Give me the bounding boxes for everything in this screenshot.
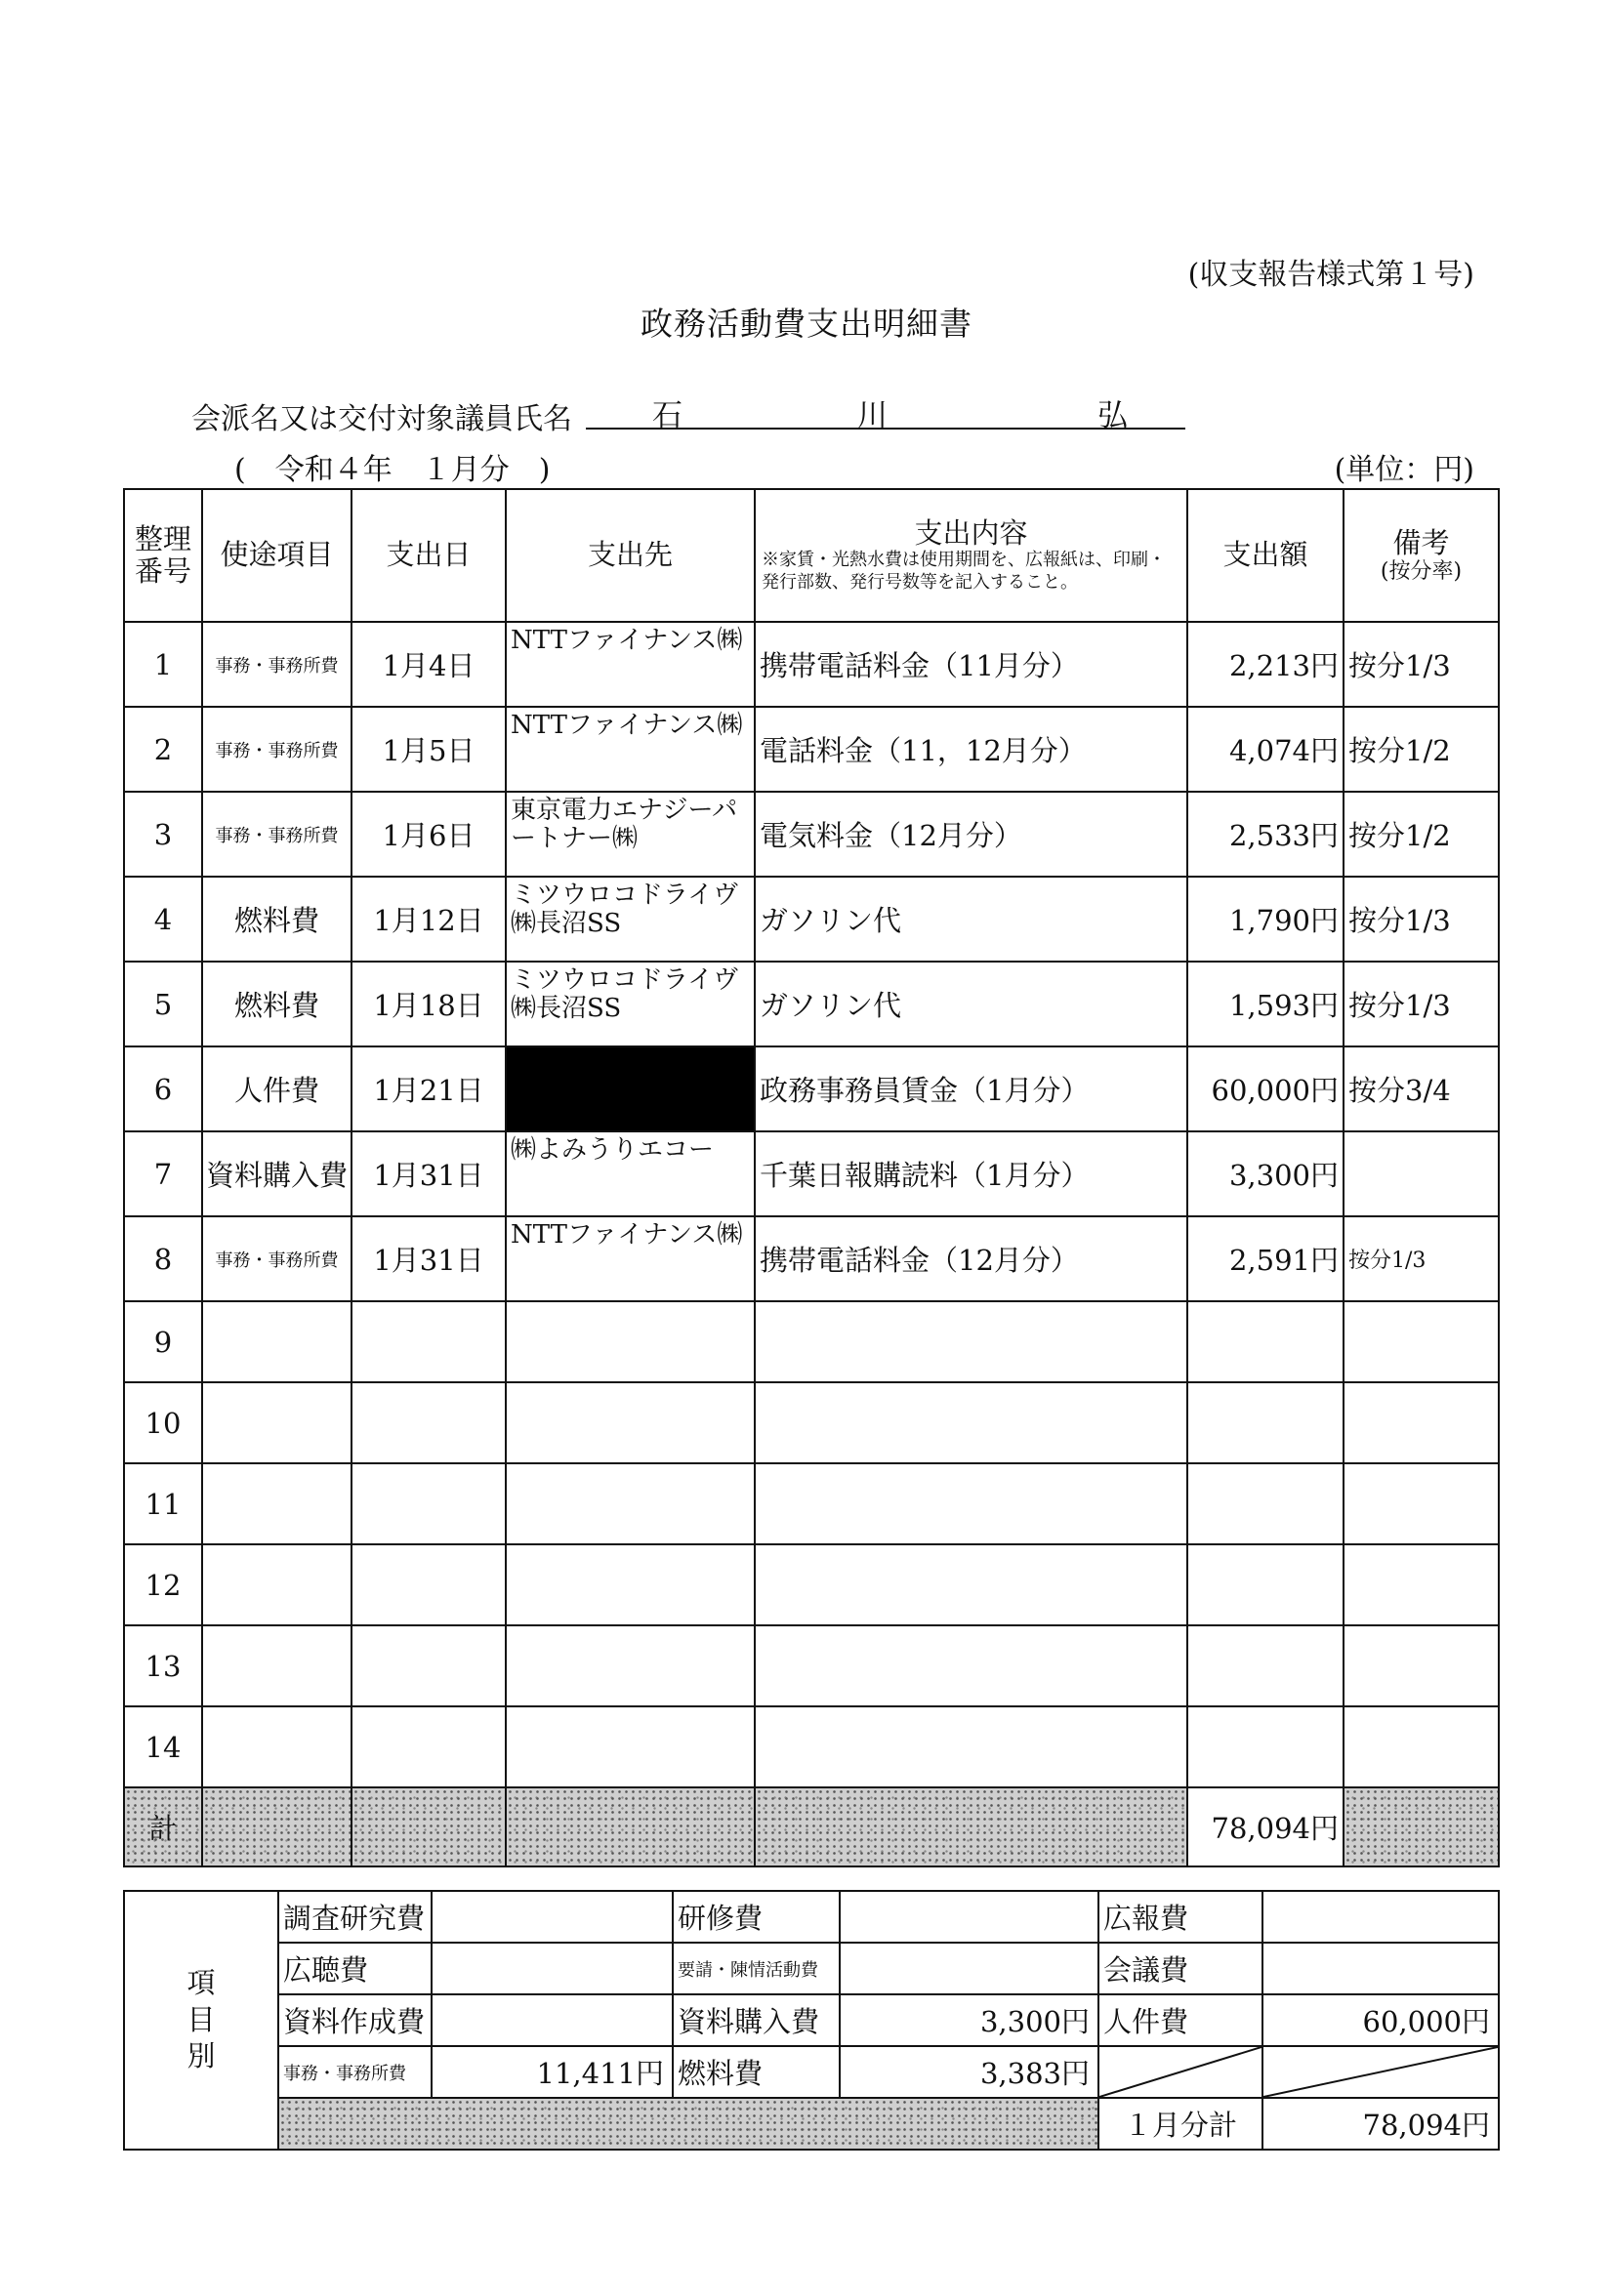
- header-amount: 支出額: [1187, 489, 1344, 622]
- row-amount: [1187, 1544, 1344, 1625]
- row-payee: NTTファイナンス㈱: [506, 622, 755, 707]
- diagonal-line: [1099, 2047, 1261, 2097]
- row-amount: [1187, 1382, 1344, 1463]
- row-use: 事務・事務所費: [202, 792, 352, 877]
- summary-side-label-text: 項 目 別: [186, 1965, 216, 2073]
- material-buy-label: 資料購入費: [673, 1994, 840, 2046]
- row-remarks: [1344, 1544, 1499, 1625]
- row-no: 14: [124, 1706, 202, 1787]
- month-total-value: 78,094円: [1262, 2098, 1499, 2150]
- row-use: 燃料費: [202, 962, 352, 1046]
- crossed-cell: [1262, 2046, 1499, 2098]
- row-date: [352, 1301, 506, 1382]
- row-content: 千葉日報購読料（1月分）: [755, 1131, 1187, 1216]
- row-remarks: [1344, 1706, 1499, 1787]
- row-payee: ミツウロコドライヴ㈱長沼SS: [506, 877, 755, 962]
- row-amount: 1,790円: [1187, 877, 1344, 962]
- member-name-part: 弘: [1097, 398, 1128, 433]
- research-value: [432, 1891, 673, 1943]
- row-content: ガソリン代: [755, 877, 1187, 962]
- row-no: 10: [124, 1382, 202, 1463]
- meeting-label: 会議費: [1098, 1943, 1262, 1994]
- training-value: [840, 1891, 1098, 1943]
- row-date: 1月5日: [352, 707, 506, 792]
- total-label: 計: [124, 1787, 202, 1866]
- row-date: [352, 1463, 506, 1544]
- row-remarks: [1344, 1625, 1499, 1706]
- row-use: [202, 1463, 352, 1544]
- row-date: 1月21日: [352, 1046, 506, 1131]
- row-payee: 東京電力エナジーパートナー㈱: [506, 792, 755, 877]
- table-row: [124, 1625, 1499, 1706]
- table-row: [124, 1544, 1499, 1625]
- petition-value: [840, 1943, 1098, 1994]
- row-amount: [1187, 1706, 1344, 1787]
- row-amount: 2,213円: [1187, 622, 1344, 707]
- summary-row: [124, 2098, 1499, 2150]
- row-date: [352, 1625, 506, 1706]
- table-row: [124, 622, 1499, 707]
- shaded-cell: [278, 2098, 1098, 2150]
- row-no: 12: [124, 1544, 202, 1625]
- total-row: [124, 1787, 1499, 1866]
- summary-row: [124, 1994, 1499, 2046]
- table-row: [124, 1463, 1499, 1544]
- row-no: 11: [124, 1463, 202, 1544]
- row-no: 9: [124, 1301, 202, 1382]
- month-total-label: １月分計: [1098, 2098, 1262, 2150]
- row-remarks: 按分1/3: [1344, 962, 1499, 1046]
- header-content-note: ※家賃・光熱水費は使用期間を、広報紙は、印刷・発行部数、発行号数等を記入すること。: [762, 550, 1166, 593]
- row-use: 燃料費: [202, 877, 352, 962]
- row-use: 事務・事務所費: [202, 707, 352, 792]
- row-content: [755, 1382, 1187, 1463]
- row-date: 1月31日: [352, 1131, 506, 1216]
- header-payee: 支出先: [506, 489, 755, 622]
- row-content: [755, 1544, 1187, 1625]
- row-date: 1月4日: [352, 622, 506, 707]
- row-amount: 4,074円: [1187, 707, 1344, 792]
- row-use: [202, 1706, 352, 1787]
- row-content: 携帯電話料金（11月分）: [755, 622, 1187, 707]
- hearing-label: 広聴費: [278, 1943, 432, 1994]
- row-use: [202, 1382, 352, 1463]
- material-buy-value: 3,300円: [840, 1994, 1098, 2046]
- row-remarks: 按分1/3: [1344, 1216, 1499, 1301]
- row-content: 政務事務員賃金（1月分）: [755, 1046, 1187, 1131]
- row-amount: [1187, 1625, 1344, 1706]
- fuel-label: 燃料費: [673, 2046, 840, 2098]
- row-remarks: [1344, 1382, 1499, 1463]
- summary-side-label: [124, 1891, 278, 2150]
- row-content: 電話料金（11，12月分）: [755, 707, 1187, 792]
- header-no: [124, 489, 202, 622]
- row-amount: 3,300円: [1187, 1131, 1344, 1216]
- summary-row: [124, 2046, 1499, 2098]
- row-remarks: [1344, 1463, 1499, 1544]
- shaded-cell: [506, 1787, 755, 1866]
- row-no: 2: [124, 707, 202, 792]
- row-no: 5: [124, 962, 202, 1046]
- row-date: 1月18日: [352, 962, 506, 1046]
- row-date: [352, 1706, 506, 1787]
- row-no: 6: [124, 1046, 202, 1131]
- diagonal-line: [1263, 2047, 1498, 2097]
- row-amount: 2,533円: [1187, 792, 1344, 877]
- row-no: 8: [124, 1216, 202, 1301]
- row-content: [755, 1301, 1187, 1382]
- table-header-row: [124, 489, 1499, 622]
- row-payee: [506, 1706, 755, 1787]
- row-remarks: [1344, 1301, 1499, 1382]
- row-no: 7: [124, 1131, 202, 1216]
- row-use: 資料購入費: [202, 1131, 352, 1216]
- row-payee: ミツウロコドライヴ㈱長沼SS: [506, 962, 755, 1046]
- row-payee: [506, 1463, 755, 1544]
- form-number: (収支報告様式第１号): [1187, 258, 1474, 292]
- material-make-value: [432, 1994, 673, 2046]
- header-date: 支出日: [352, 489, 506, 622]
- table-row: [124, 707, 1499, 792]
- header-content-text: 支出内容: [914, 515, 1028, 550]
- header-remarks: [1344, 489, 1499, 622]
- row-use: [202, 1625, 352, 1706]
- row-payee: [506, 1544, 755, 1625]
- row-remarks: 按分1/2: [1344, 792, 1499, 877]
- meeting-value: [1262, 1943, 1499, 1994]
- row-date: [352, 1544, 506, 1625]
- row-content: 携帯電話料金（12月分）: [755, 1216, 1187, 1301]
- personnel-value: 60,000円: [1262, 1994, 1499, 2046]
- row-no: 3: [124, 792, 202, 877]
- research-label: 調査研究費: [278, 1891, 432, 1943]
- table-row: [124, 1706, 1499, 1787]
- table-row: [124, 1046, 1499, 1131]
- row-use: 事務・事務所費: [202, 1216, 352, 1301]
- row-amount: 1,593円: [1187, 962, 1344, 1046]
- row-content: [755, 1463, 1187, 1544]
- row-content: ガソリン代: [755, 962, 1187, 1046]
- row-remarks: 按分1/3: [1344, 877, 1499, 962]
- shaded-cell: [755, 1787, 1187, 1866]
- table-row: [124, 1131, 1499, 1216]
- shaded-cell: [1344, 1787, 1499, 1866]
- unit-label: (単位：円): [1334, 453, 1474, 487]
- summary-row: [124, 1891, 1499, 1943]
- row-date: 1月31日: [352, 1216, 506, 1301]
- row-remarks: [1344, 1131, 1499, 1216]
- row-payee: ㈱よみうりエコー: [506, 1131, 755, 1216]
- office-label: 事務・事務所費: [278, 2046, 432, 2098]
- shaded-cell: [202, 1787, 352, 1866]
- pr-label: 広報費: [1098, 1891, 1262, 1943]
- petition-label: 要請・陳情活動費: [673, 1943, 840, 1994]
- document-title: 政務活動費支出明細書: [641, 305, 972, 343]
- shaded-cell: [352, 1787, 506, 1866]
- header-content: [755, 489, 1187, 622]
- report-period: ( 令和４年 １月分 ): [234, 453, 551, 487]
- total-amount: 78,094円: [1187, 1787, 1344, 1866]
- summary-row: [124, 1943, 1499, 1994]
- table-row: [124, 792, 1499, 877]
- office-value: 11,411円: [432, 2046, 673, 2098]
- hearing-value: [432, 1943, 673, 1994]
- training-label: 研修費: [673, 1891, 840, 1943]
- row-use: 人件費: [202, 1046, 352, 1131]
- row-content: 電気料金（12月分）: [755, 792, 1187, 877]
- member-name-part: 石: [652, 398, 682, 433]
- row-no: 4: [124, 877, 202, 962]
- row-payee: NTTファイナンス㈱: [506, 707, 755, 792]
- row-amount: [1187, 1463, 1344, 1544]
- row-date: 1月6日: [352, 792, 506, 877]
- row-remarks: 按分1/3: [1344, 622, 1499, 707]
- member-name-part: 川: [857, 398, 888, 433]
- row-amount: 60,000円: [1187, 1046, 1344, 1131]
- row-date: 1月12日: [352, 877, 506, 962]
- row-payee: [506, 1625, 755, 1706]
- row-use: [202, 1544, 352, 1625]
- table-row: [124, 877, 1499, 962]
- header-no-text: 整理 番号: [134, 521, 191, 588]
- expense-detail-table: [123, 488, 1500, 1867]
- pr-value: [1262, 1891, 1499, 1943]
- row-no: 1: [124, 622, 202, 707]
- row-remarks: 按分3/4: [1344, 1046, 1499, 1131]
- table-row: [124, 962, 1499, 1046]
- row-content: [755, 1706, 1187, 1787]
- table-row: [124, 1382, 1499, 1463]
- redacted-payee: [506, 1046, 755, 1131]
- row-no: 13: [124, 1625, 202, 1706]
- header-remarks-sub: (按分率): [1380, 559, 1463, 585]
- category-summary-table: [123, 1890, 1500, 2151]
- row-payee: NTTファイナンス㈱: [506, 1216, 755, 1301]
- table-row: [124, 1301, 1499, 1382]
- material-make-label: 資料作成費: [278, 1994, 432, 2046]
- row-use: 事務・事務所費: [202, 622, 352, 707]
- name-label: 会派名又は交付対象議員氏名: [191, 402, 572, 436]
- row-amount: 2,591円: [1187, 1216, 1344, 1301]
- crossed-cell: [1098, 2046, 1262, 2098]
- fuel-value: 3,383円: [840, 2046, 1098, 2098]
- personnel-label: 人件費: [1098, 1994, 1262, 2046]
- row-payee: [506, 1301, 755, 1382]
- table-row: [124, 1216, 1499, 1301]
- header-remarks-text: 備考: [1392, 525, 1450, 559]
- row-payee: [506, 1382, 755, 1463]
- row-content: [755, 1625, 1187, 1706]
- row-date: [352, 1382, 506, 1463]
- row-use: [202, 1301, 352, 1382]
- header-use: 使途項目: [202, 489, 352, 622]
- row-remarks: 按分1/2: [1344, 707, 1499, 792]
- row-amount: [1187, 1301, 1344, 1382]
